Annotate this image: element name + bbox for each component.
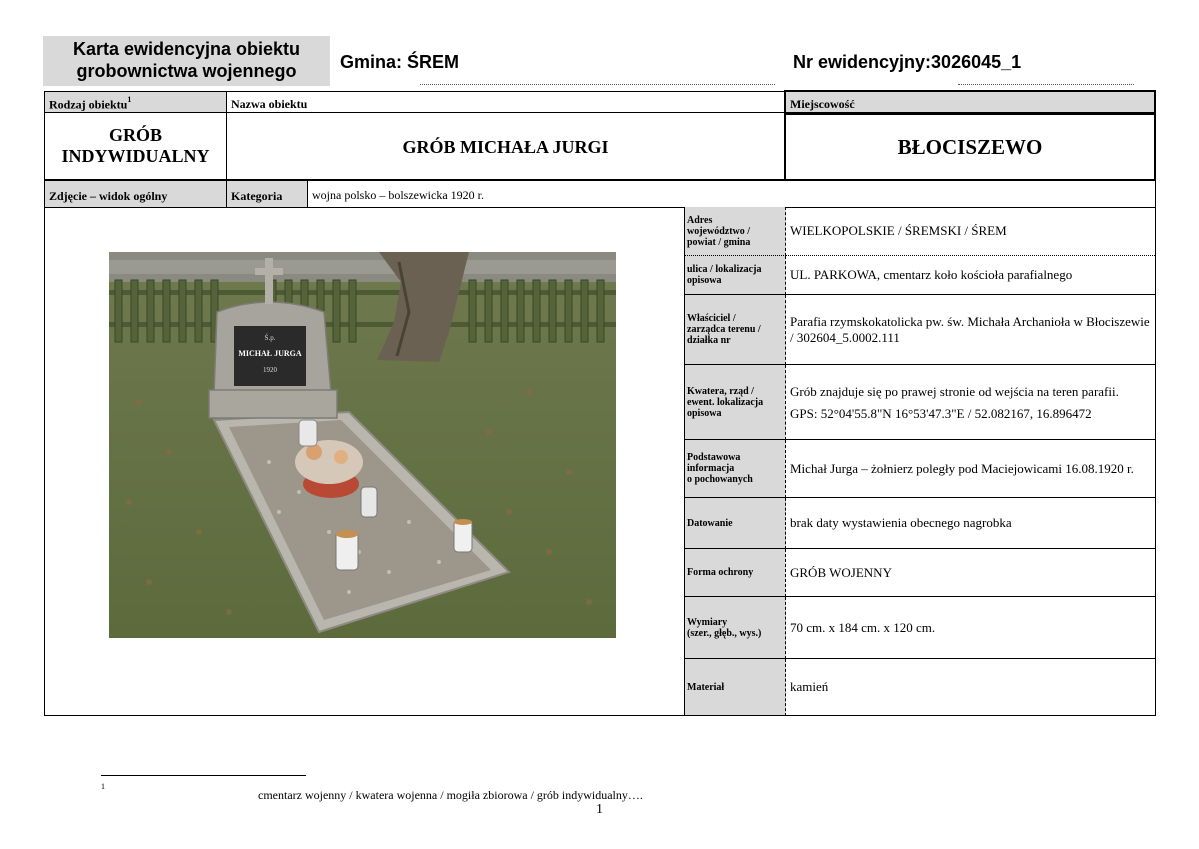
kategoria-label-cell bbox=[226, 180, 308, 208]
kategoria-label: Kategoria bbox=[231, 189, 283, 203]
nr-ewidencyjny: Nr ewidencyjny:3026045_1 bbox=[793, 52, 1022, 72]
gmina-heading: Gmina: ŚREM bbox=[340, 52, 460, 72]
detail-label-cell bbox=[685, 659, 786, 716]
plaque-line1: Ś.p. bbox=[264, 334, 276, 342]
rodzaj-label-cell bbox=[44, 91, 227, 113]
miejscowosc-label: Miejscowość bbox=[790, 97, 855, 111]
card-title-line1: Karta ewidencyjna obiektu bbox=[72, 39, 301, 59]
footnote-rule bbox=[101, 775, 306, 776]
detail-label-cell bbox=[685, 256, 786, 295]
detail-value: Michał Jurga – żołnierz poległy pod Maciejowicami 16.08.1920 r. bbox=[790, 460, 1134, 476]
footnote-text: cmentarz wojenny / kwatera wojenna / mogiła zbiorowa / grób indywidualny…. bbox=[258, 788, 643, 802]
rodzaj-footnote-ref: 1 bbox=[127, 95, 132, 104]
detail-value-cell bbox=[786, 498, 1155, 549]
detail-label: Podstawowa informacja o pochowanych bbox=[687, 452, 753, 485]
nazwa-label: Nazwa obiektu bbox=[231, 97, 308, 111]
detail-value: 70 cm. x 184 cm. x 120 cm. bbox=[790, 619, 936, 635]
nr-underline bbox=[958, 84, 1134, 85]
nazwa-label-cell bbox=[226, 91, 785, 113]
detail-label: Datowanie bbox=[687, 517, 733, 529]
plaque-line3: 1920 bbox=[263, 366, 277, 374]
nazwa-value: GRÓB MICHAŁA JURGI bbox=[402, 137, 609, 157]
detail-value-cell bbox=[786, 659, 1155, 716]
detail-value: UL. PARKOWA, cmentarz koło kościoła parafialnego bbox=[790, 267, 1073, 282]
gmina-underline bbox=[420, 84, 775, 85]
detail-value: GRÓB WOJENNY bbox=[790, 564, 892, 580]
kategoria-value-cell bbox=[307, 180, 1156, 208]
detail-label-cell bbox=[685, 597, 786, 659]
card-title bbox=[43, 36, 330, 86]
detail-label: Kwatera, rząd / ewent. lokalizacja opisowa bbox=[687, 385, 764, 419]
detail-value-cell bbox=[786, 295, 1155, 365]
detail-label: Właściciel / zarządca terenu / działka nr bbox=[687, 313, 761, 346]
detail-label-cell bbox=[685, 365, 786, 440]
footnote-number: 1 bbox=[101, 782, 105, 791]
miejscowosc-value-cell bbox=[784, 113, 1156, 181]
rodzaj-value-cell bbox=[44, 112, 227, 180]
detail-value: WIELKOPOLSKIE / ŚREMSKI / ŚREM bbox=[790, 223, 1007, 238]
plaque-line2: MICHAŁ JURGA bbox=[238, 349, 302, 358]
miejscowosc-label-cell bbox=[784, 90, 1156, 114]
detail-label-cell bbox=[685, 498, 786, 549]
detail-value-cell bbox=[786, 440, 1155, 498]
detail-value-cell bbox=[786, 365, 1155, 440]
detail-label: ulica / lokalizacja opisowa bbox=[687, 264, 762, 286]
kategoria-value: wojna polsko – bolszewicka 1920 r. bbox=[312, 188, 484, 202]
detail-label-cell bbox=[685, 207, 786, 256]
rodzaj-value-line1: GRÓB bbox=[108, 125, 162, 145]
detail-value-gps: GPS: 52°04'55.8"N 16°53'47.3"E / 52.082167, 16.896472 bbox=[790, 406, 1092, 421]
detail-value-cell bbox=[786, 549, 1155, 597]
zdjecie-label: Zdjęcie – widok ogólny bbox=[49, 189, 168, 203]
card-title-line2: grobownictwa wojennego bbox=[76, 61, 297, 81]
detail-value: kamień bbox=[790, 679, 829, 694]
detail-label: Materiał bbox=[687, 681, 725, 693]
zdjecie-label-cell bbox=[44, 180, 227, 208]
detail-label: Adres województwo / powiat / gmina bbox=[687, 214, 751, 248]
detail-label-cell bbox=[685, 440, 786, 498]
rodzaj-value-line2: INDYWIDUALNY bbox=[61, 146, 210, 166]
rodzaj-label: Rodzaj obiektu bbox=[49, 97, 128, 112]
miejscowosc-value: BŁOCISZEWO bbox=[897, 135, 1043, 159]
grave-photo bbox=[109, 252, 616, 638]
detail-value: Grób znajduje się po prawej stronie od wejścia na teren parafii. bbox=[790, 384, 1119, 399]
nazwa-value-cell bbox=[226, 112, 785, 180]
page-number: 1 bbox=[596, 802, 603, 817]
detail-label-cell bbox=[685, 295, 786, 365]
detail-value-cell bbox=[786, 207, 1155, 256]
detail-value-cell bbox=[786, 597, 1155, 659]
detail-value: Parafia rzymskokatolicka pw. św. Michała Archanioła w Błociszewie / 302604_5.0002.111 bbox=[790, 313, 1150, 345]
detail-label: Wymiary (szer., głęb., wys.) bbox=[687, 616, 762, 639]
detail-value: brak daty wystawienia obecnego nagrobka bbox=[790, 515, 1012, 530]
detail-label-cell bbox=[685, 549, 786, 597]
detail-value-cell bbox=[786, 256, 1155, 295]
detail-label: Forma ochrony bbox=[687, 567, 754, 578]
